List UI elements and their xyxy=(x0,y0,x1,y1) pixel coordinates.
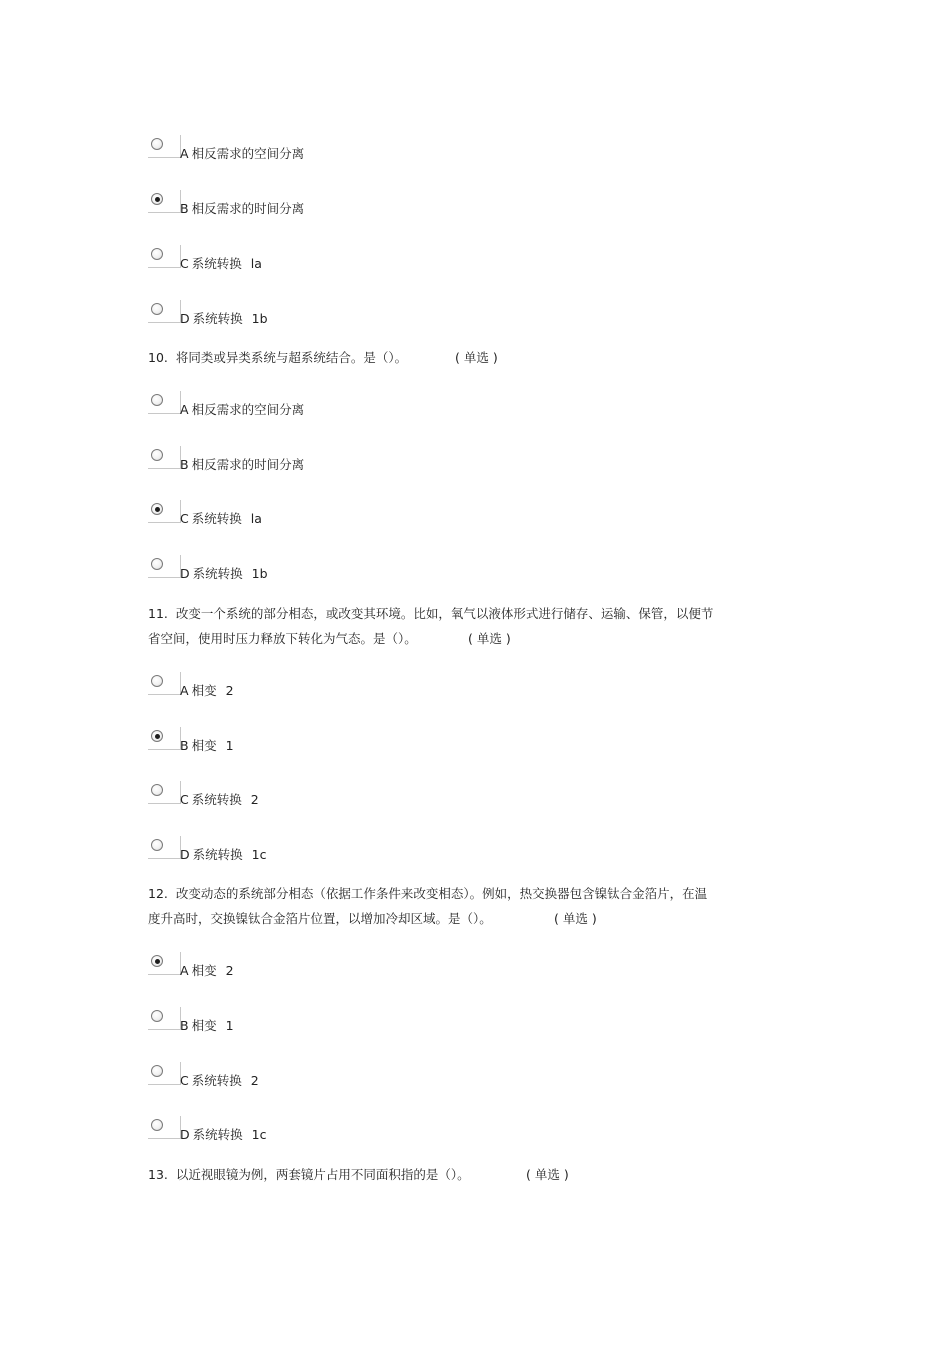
option-label xyxy=(180,402,304,418)
option-value: 2 xyxy=(250,792,259,807)
radio-button-icon[interactable] xyxy=(151,248,163,260)
option-value: 2 xyxy=(225,963,234,978)
question-type-tag: ( 单选 ) xyxy=(455,350,498,365)
option-label xyxy=(180,201,304,217)
option-value: 1b xyxy=(251,566,268,581)
radio-button-icon[interactable] xyxy=(151,1010,163,1022)
radio-button-icon[interactable] xyxy=(151,394,163,406)
radio-button-checked-icon[interactable] xyxy=(151,193,163,205)
option-value: la xyxy=(250,256,262,271)
option-letter: B xyxy=(180,738,189,753)
option-text: 系统转换 xyxy=(192,847,243,862)
option-text: 相反需求的空间分离 xyxy=(191,402,305,417)
question-number: 11. xyxy=(148,606,168,621)
option-letter: C xyxy=(180,792,189,807)
radio-button-checked-icon[interactable] xyxy=(151,955,163,967)
option-label xyxy=(180,146,304,162)
option-value: 1 xyxy=(225,1018,234,1033)
option-label xyxy=(180,566,268,582)
option-value: 1 xyxy=(225,738,234,753)
question-type-tag: ( 单选 ) xyxy=(468,631,511,646)
option-letter: B xyxy=(180,457,189,472)
question-10 xyxy=(148,345,748,370)
option-label xyxy=(180,738,234,754)
option-letter: A xyxy=(180,963,189,978)
option-letter: C xyxy=(180,256,189,271)
option-text: 系统转换 xyxy=(192,566,243,581)
option-label xyxy=(180,847,266,863)
question-12 xyxy=(148,881,748,931)
question-text: 度升高时，交换镍钛合金箔片位置，以增加冷却区域。是（）。 xyxy=(148,911,492,926)
option-text: 相反需求的时间分离 xyxy=(191,201,305,216)
option-text: 系统转换 xyxy=(191,511,242,526)
question-13 xyxy=(148,1162,748,1187)
radio-button-icon[interactable] xyxy=(151,449,163,461)
option-text: 系统转换 xyxy=(192,311,243,326)
option-text: 相反需求的时间分离 xyxy=(191,457,305,472)
option-value: 2 xyxy=(225,683,234,698)
question-number: 13. xyxy=(148,1167,168,1182)
option-letter: A xyxy=(180,146,189,161)
radio-button-icon[interactable] xyxy=(151,303,163,315)
radio-button-icon[interactable] xyxy=(151,1119,163,1131)
option-letter: D xyxy=(180,311,190,326)
question-type-tag: ( 单选 ) xyxy=(526,1167,569,1182)
option-text: 相变 xyxy=(191,683,217,698)
option-letter: D xyxy=(180,847,190,862)
radio-button-icon[interactable] xyxy=(151,558,163,570)
option-letter: A xyxy=(180,402,189,417)
option-text: 相变 xyxy=(191,1018,217,1033)
option-text: 相变 xyxy=(191,738,217,753)
option-text: 系统转换 xyxy=(192,1127,243,1142)
option-letter: D xyxy=(180,566,190,581)
question-number: 10. xyxy=(148,350,168,365)
question-number: 12. xyxy=(148,886,168,901)
question-type-tag: ( 单选 ) xyxy=(554,911,597,926)
radio-button-icon[interactable] xyxy=(151,675,163,687)
option-text: 相变 xyxy=(191,963,217,978)
radio-button-icon[interactable] xyxy=(151,784,163,796)
option-letter: B xyxy=(180,201,189,216)
option-letter: A xyxy=(180,683,189,698)
option-letter: D xyxy=(180,1127,190,1142)
option-label xyxy=(180,683,234,699)
option-letter: C xyxy=(180,511,189,526)
option-label xyxy=(180,1018,234,1034)
radio-button-checked-icon[interactable] xyxy=(151,503,163,515)
option-label xyxy=(180,256,262,272)
question-text: 将同类或异类系统与超系统结合。是（）。 xyxy=(175,350,408,365)
option-value: 1c xyxy=(251,847,267,862)
radio-button-checked-icon[interactable] xyxy=(151,730,163,742)
option-text: 系统转换 xyxy=(191,256,242,271)
option-text: 相反需求的空间分离 xyxy=(191,146,305,161)
option-label xyxy=(180,511,262,527)
radio-button-icon[interactable] xyxy=(151,1065,163,1077)
question-text: 改变一个系统的部分相态，或改变其环境。比如，氧气以液体形式进行储存、运输、保管，以便节 xyxy=(175,606,714,621)
option-label xyxy=(180,963,234,979)
question-text: 省空间，使用时压力释放下转化为气态。是（）。 xyxy=(148,631,417,646)
question-text: 以近视眼镜为例，两套镜片占用不同面积指的是（）。 xyxy=(175,1167,470,1182)
option-text: 系统转换 xyxy=(191,1073,242,1088)
option-label xyxy=(180,311,268,327)
option-label xyxy=(180,457,304,473)
option-value: la xyxy=(250,511,262,526)
option-letter: C xyxy=(180,1073,189,1088)
question-11 xyxy=(148,601,748,651)
option-value: 1c xyxy=(251,1127,267,1142)
radio-button-icon[interactable] xyxy=(151,138,163,150)
question-text: 改变动态的系统部分相态（依据工作条件来改变相态）。例如，热交换器包含镍钛合金箔片，在温 xyxy=(175,886,708,901)
radio-button-icon[interactable] xyxy=(151,839,163,851)
option-label xyxy=(180,1073,259,1089)
option-text: 系统转换 xyxy=(191,792,242,807)
option-value: 2 xyxy=(250,1073,259,1088)
option-label xyxy=(180,1127,266,1143)
option-label xyxy=(180,792,259,808)
option-value: 1b xyxy=(251,311,268,326)
option-letter: B xyxy=(180,1018,189,1033)
